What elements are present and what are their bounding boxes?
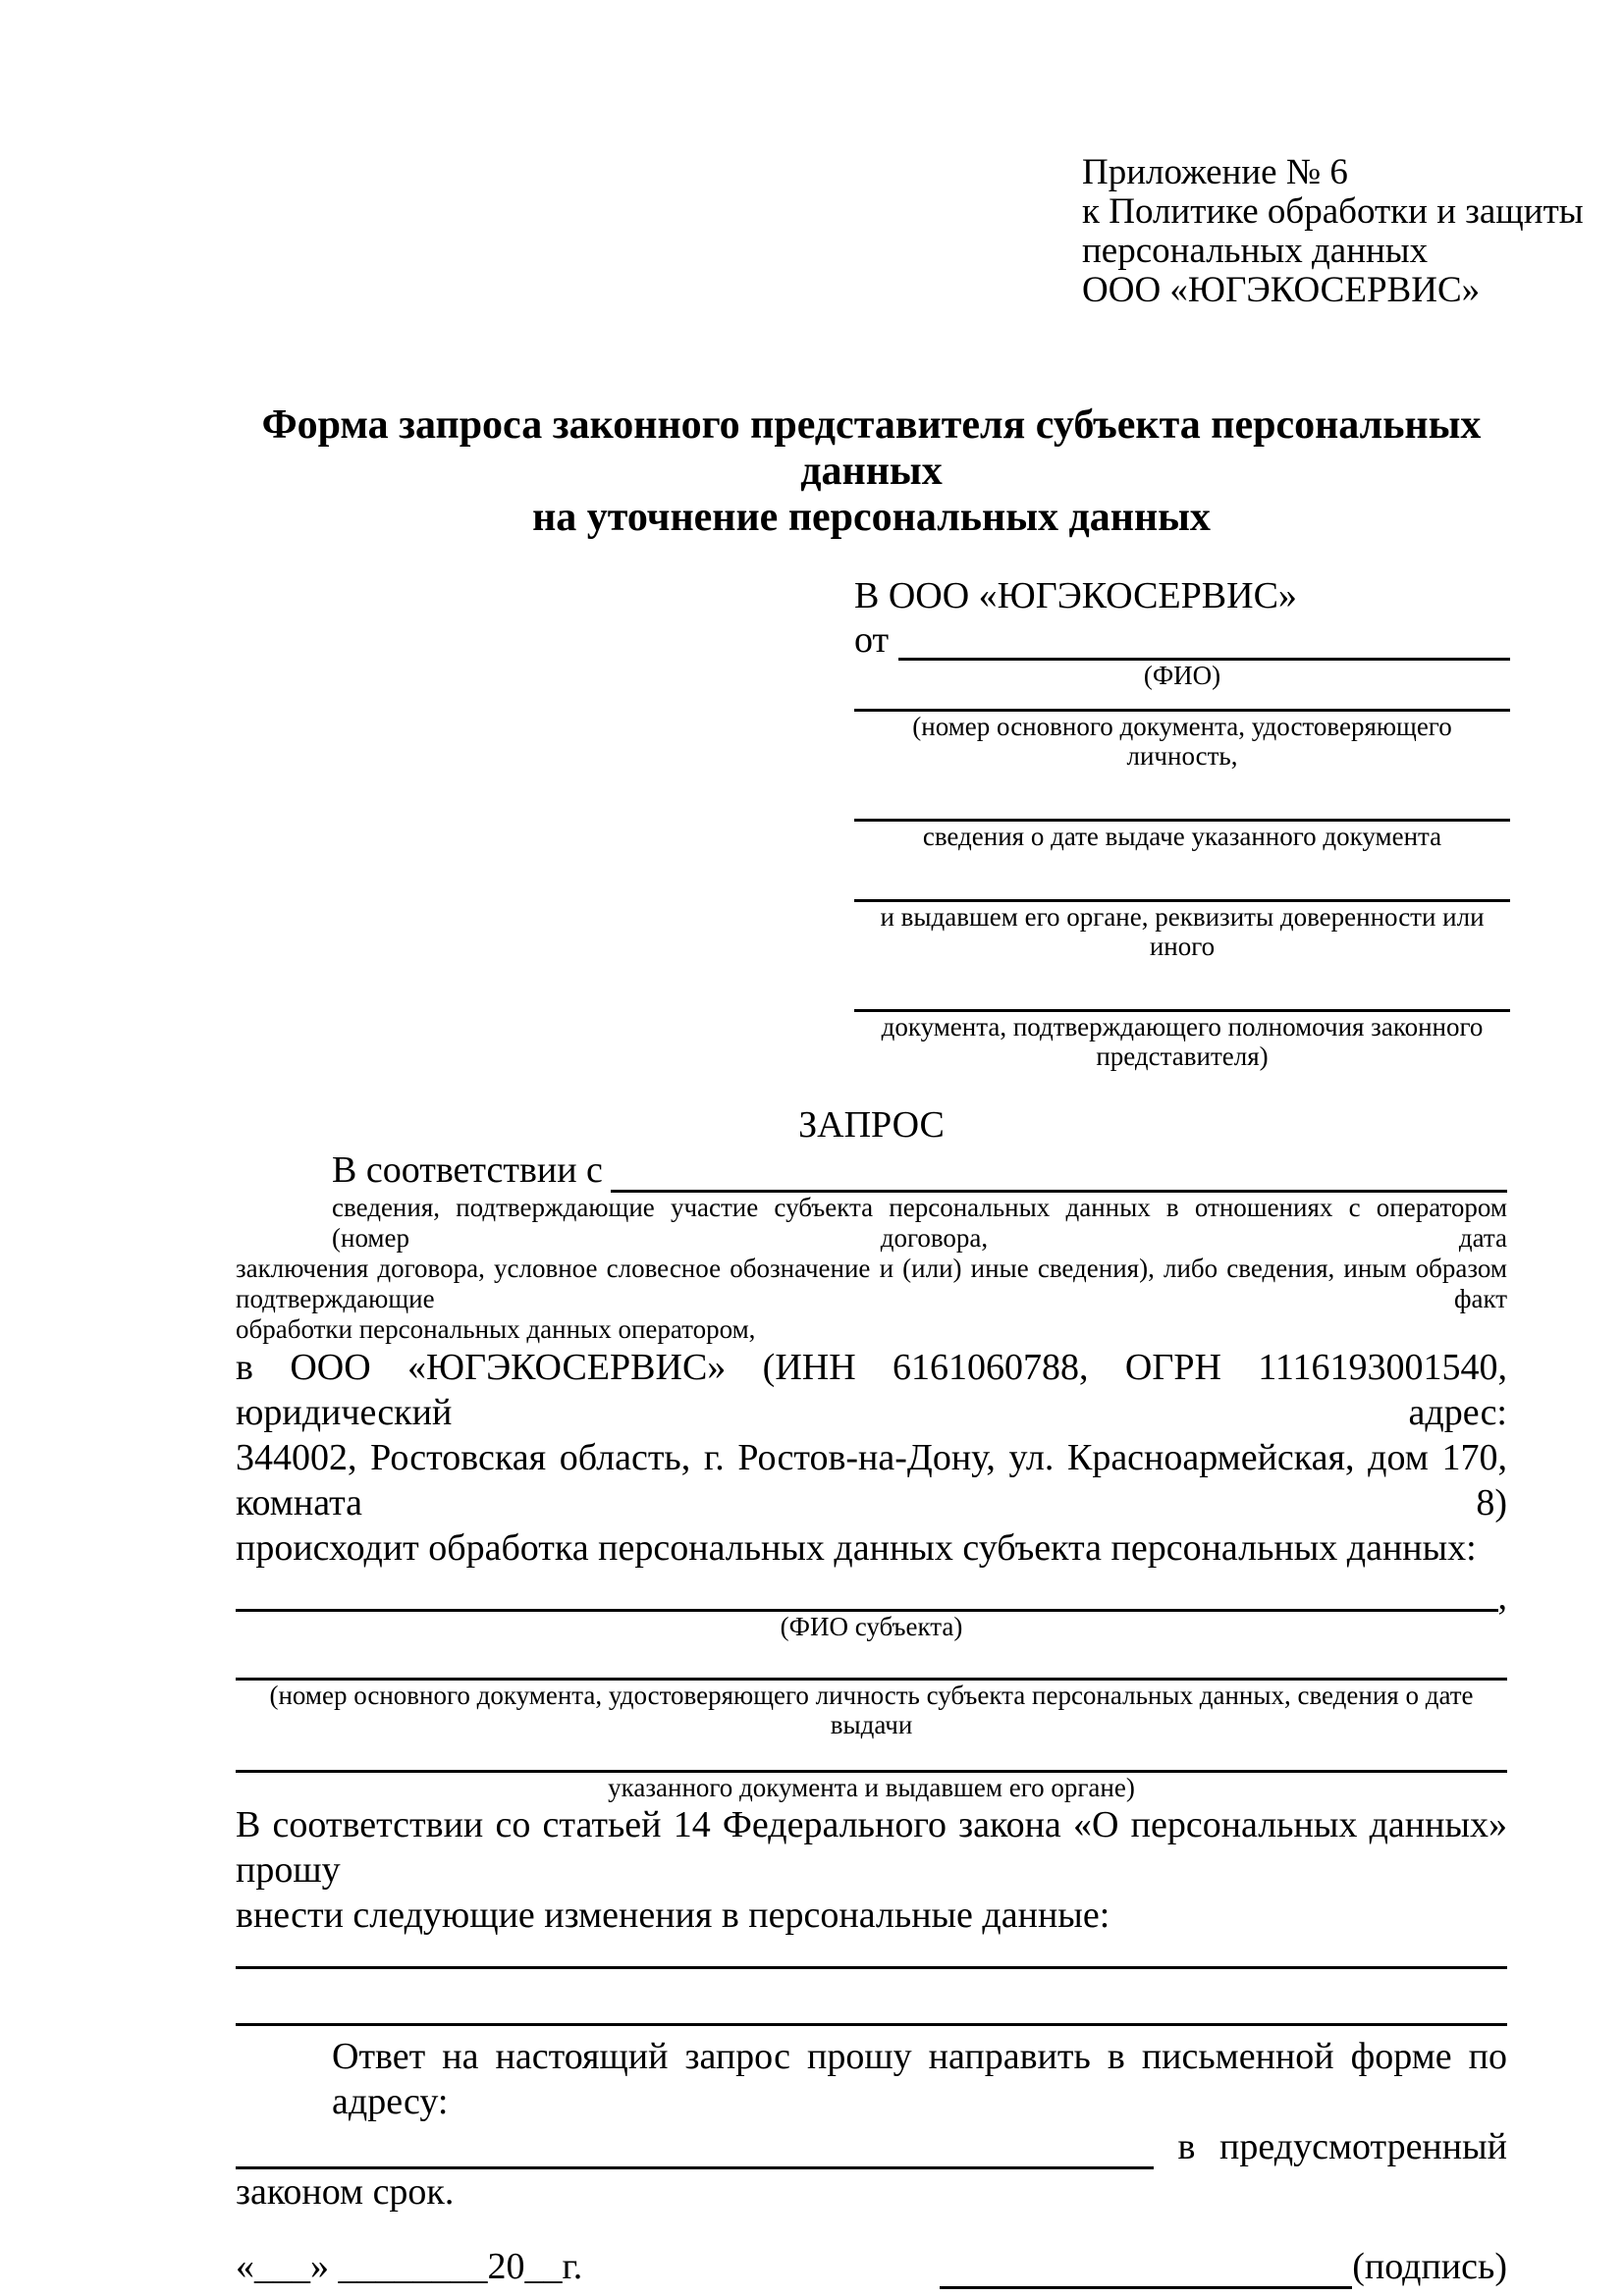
reply-address-row (236, 2124, 1507, 2169)
field-caption-4: документа, подтверждающего полномочия законного представителя) (881, 1012, 1484, 1071)
reply-address-blank-field[interactable] (236, 2130, 1154, 2169)
law-line-1: В соответствии со статьей 14 Федерального закона «О персональных данных» прошу (236, 1804, 1507, 1891)
addressee-block (854, 574, 1510, 1071)
from-label: от (854, 619, 890, 661)
appendix-line: к Политике обработки и защиты (1082, 191, 1584, 232)
reply-line-3: законом срок. (236, 2171, 455, 2213)
field-caption-2: сведения о дате выдаче указанного документа (922, 822, 1442, 851)
operator-paragraph (236, 1345, 1507, 1571)
reply-word-1: в (1177, 2126, 1196, 2167)
law-line-2: внести следующие изменения в персональные данные: (236, 1895, 1110, 1936)
appendix-line: Приложение № 6 (1082, 152, 1348, 192)
basis-blank-field[interactable] (611, 1153, 1507, 1193)
basis-footnote (236, 1193, 1507, 1345)
subject-fio-blank-field[interactable] (236, 1573, 1498, 1612)
footnote-line-3: обработки персональных данных оператором, (236, 1314, 756, 1344)
signature-group (940, 2244, 1507, 2289)
issue-date-blank-field[interactable] (854, 806, 1510, 822)
from-row (854, 619, 1510, 661)
reply-line-1: Ответ на настоящий запрос прошу направить в письменной форме по адресу: (332, 2036, 1507, 2122)
appendix-block (1082, 152, 1584, 310)
fio-caption: (ФИО) (1143, 661, 1221, 690)
changes-blank-field-1[interactable] (236, 1953, 1507, 1969)
appendix-line: ООО «ЮГЭКОСЕРВИС» (1082, 270, 1481, 310)
subject-fio-comma: , (1497, 1576, 1507, 1618)
subject-doc-caption-1: (номер основного документа, удостоверяющего личность субъекта персональных данных, сведения о дате выдачи (269, 1681, 1474, 1739)
subject-fio-row (236, 1573, 1507, 1618)
law-paragraph (236, 1802, 1507, 1938)
authority-doc-blank-field[interactable] (854, 996, 1510, 1012)
date-blank-field[interactable]: «___» ________20__г. (236, 2246, 583, 2287)
addressee-org: В ООО «ЮГЭКОСЕРВИС» (854, 575, 1297, 616)
signature-caption: (подпись) (1352, 2246, 1507, 2287)
fio-blank-field[interactable] (898, 621, 1510, 661)
title-line-2: на уточнение персональных данных (532, 495, 1211, 540)
field-caption-1: (номер основного документа, удостоверяющего личность, (912, 712, 1452, 771)
subject-fio-caption: (ФИО субъекта) (780, 1612, 963, 1641)
document-title (236, 402, 1507, 541)
issuer-blank-field[interactable] (854, 886, 1510, 902)
field-caption-3: и выдавшем его органе, реквизиты доверенности или иного (880, 902, 1485, 961)
footnote-line-1: сведения, подтверждающие участие субъекта персональных данных в отношениях с оператором (номер договора, дата (332, 1193, 1507, 1253)
operator-line-1: в ООО «ЮГЭКОСЕРВИС» (ИНН 6161060788, ОГРН 1116193001540, юридический адрес: (236, 1347, 1507, 1433)
request-heading: ЗАПРОС (798, 1104, 945, 1146)
operator-line-3: происходит обработка персональных данных субъекта персональных данных: (236, 1527, 1477, 1569)
footnote-line-2: заключения договора, условное словесное обозначение и (или) иные сведения), либо сведения, иным образом подтверждающие факт (236, 1254, 1507, 1313)
reply-word-2: предусмотренный (1219, 2126, 1507, 2167)
signature-blank-field[interactable] (940, 2250, 1352, 2289)
doc-number-blank-field[interactable] (854, 696, 1510, 712)
appendix-line: персональных данных (1082, 231, 1429, 271)
changes-blank-field-2[interactable] (236, 2010, 1507, 2026)
date-signature-row (236, 2244, 1507, 2289)
basis-label: В соответствии с (332, 1149, 603, 1191)
basis-row (236, 1148, 1507, 1193)
title-line-1: Форма запроса законного представителя субъекта персональных данных (261, 402, 1482, 494)
subject-doc-caption-2: указанного документа и выдавшем его органе) (608, 1773, 1135, 1802)
operator-line-2: 344002, Ростовская область, г. Ростов-на-Дону, ул. Красноармейская, дом 170, комната 8) (236, 1437, 1507, 1523)
subject-doc-issuer-blank-field[interactable] (236, 1757, 1507, 1773)
subject-doc-blank-field[interactable] (236, 1665, 1507, 1681)
